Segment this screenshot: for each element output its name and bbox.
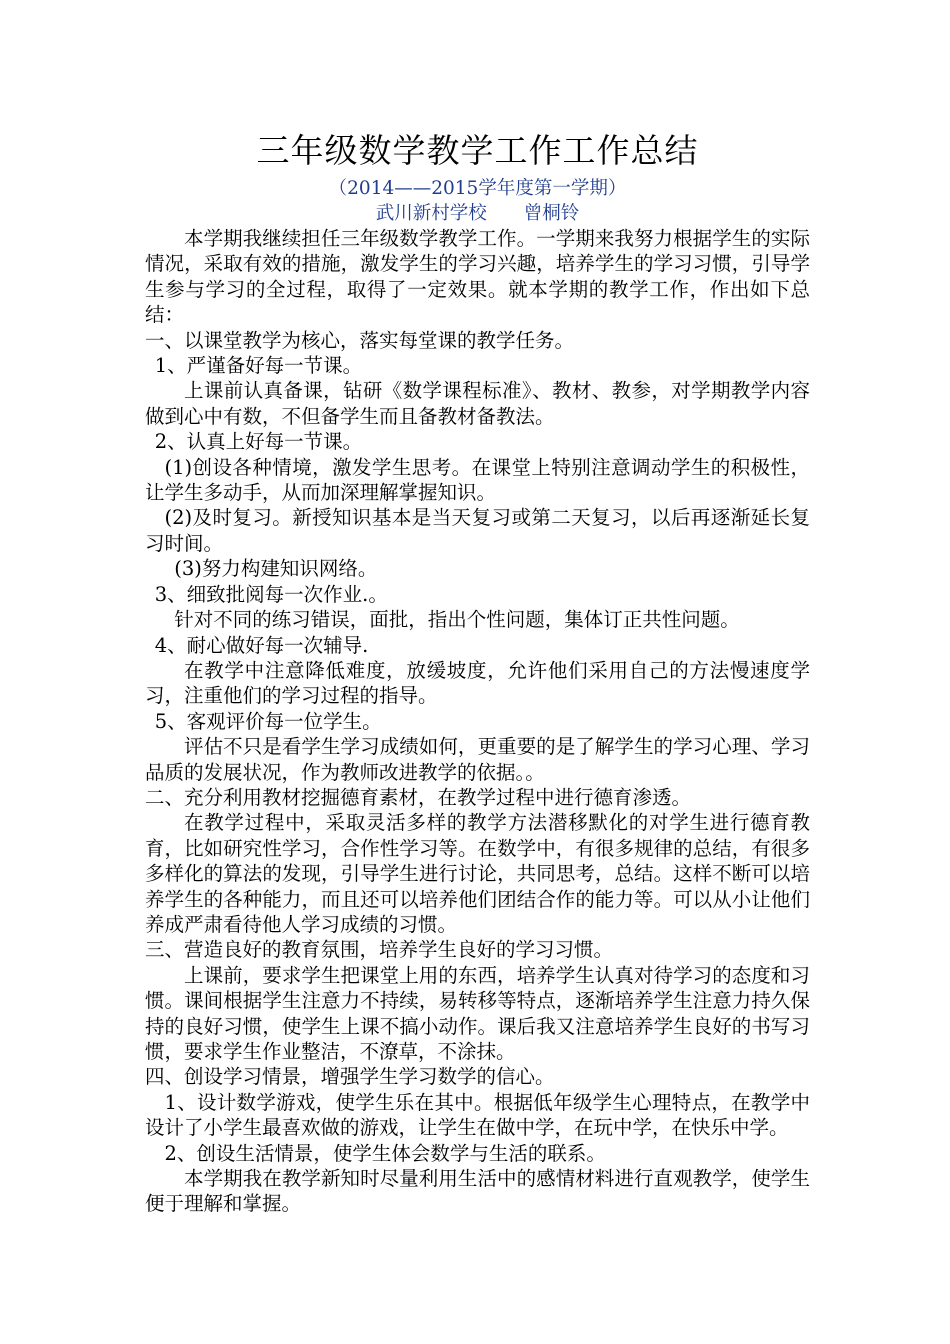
paragraph-1-2-b: (2)及时复习。新授知识基本是当天复习或第二天复习，以后再逐渐延长复习时间。: [145, 506, 810, 555]
document-page: [145, 130, 810, 1217]
heading-section-1: 一、以课堂教学为核心，落实每堂课的教学任务。: [145, 328, 575, 352]
subheading-1-1: 1、严谨备好每一节课。: [154, 354, 363, 378]
paragraph-1-4: 在教学中注意降低难度，放缓坡度，允许他们采用自己的方法慢速度学习，注重他们的学习过程的指导。: [145, 658, 810, 708]
paragraph-intro: 本学期我继续担任三年级数学教学工作。一学期来我努力根据学生的实际情况，采取有效的措施，激发学生的学习兴趣，培养学生的学习习惯，引导学生参与学习的全过程，取得了一定效果。就本学期的教学工作，作出如下总结：: [145, 227, 810, 327]
paragraph-1-1: 上课前认真备课，钻研《数学课程标准》、教材、教参，对学期教学内容做到心中有数，不但备学生而且备教材备教法。: [145, 379, 810, 428]
heading-section-3: 三、营造良好的教育氛围，培养学生良好的学习习惯。: [145, 938, 614, 962]
paragraph-4-2-heading: 2、创设生活情景，使学生体会数学与生活的联系。: [164, 1141, 606, 1165]
document-author: 武川新村学校 曾桐铃: [375, 203, 580, 224]
paragraph-1-2-a: (1)创设各种情境，激发学生思考。在课堂上特别注意调动学生的积极性，让学生多动手，从而加深理解掌握知识。: [145, 455, 810, 505]
subheading-1-2: 2、认真上好每一节课。: [154, 430, 363, 454]
subheading-1-4: 4、耐心做好每一次辅导.: [154, 633, 369, 657]
paragraph-2: 在教学过程中，采取灵活多样的教学方法潜移默化的对学生进行德育教育，比如研究性学习，合作性学习等。在数学中，有很多规律的总结，有很多多样化的算法的发现，引导学生进行讨论，共同思考，总结。这样不断可以培养学生的各种能力，而且还可以培养他们团结合作的能力等。可以从小让他们养成严肃看待他人学习成绩的习惯。: [145, 811, 810, 936]
heading-section-4: 四、创设学习情景，增强学生学习数学的信心。: [145, 1065, 555, 1089]
document-subtitle: （2014——2015学年度第一学期）: [328, 178, 627, 199]
subheading-1-5: 5、客观评价每一位学生。: [154, 709, 382, 733]
paragraph-1-3: 针对不同的练习错误，面批，指出个性问题，集体订正共性问题。: [174, 608, 740, 632]
paragraph-1-2-c: (3)努力构建知识网络。: [174, 557, 378, 581]
paragraph-4-1: 1、设计数学游戏，使学生乐在其中。根据低年级学生心理特点，在教学中设计了小学生最喜欢做的游戏，让学生在做中学，在玩中学，在快乐中学。: [145, 1090, 810, 1140]
document-title: 三年级数学教学工作工作总结: [256, 131, 699, 170]
subheading-1-3: 3、细致批阅每一次作业.。: [154, 582, 388, 606]
paragraph-3: 上课前，要求学生把课堂上用的东西，培养学生认真对待学习的态度和习惯。课间根据学生注意力不持续，易转移等特点，逐渐培养学生注意力持久保持的良好习惯，使学生上课不搞小动作。课后我又注意培养学生良好的书写习惯，要求学生作业整洁，不潦草，不涂抹。: [145, 963, 810, 1063]
paragraph-4-2: 本学期我在教学新知时尽量利用生活中的感情材料进行直观教学，使学生便于理解和掌握。: [145, 1167, 810, 1216]
paragraph-1-5: 评估不只是看学生学习成绩如何，更重要的是了解学生的学习心理、学习品质的发展状况，作为教师改进教学的依据。。: [145, 735, 810, 784]
heading-section-2: 二、充分利用教材挖掘德育素材，在教学过程中进行德育渗透。: [145, 785, 692, 809]
